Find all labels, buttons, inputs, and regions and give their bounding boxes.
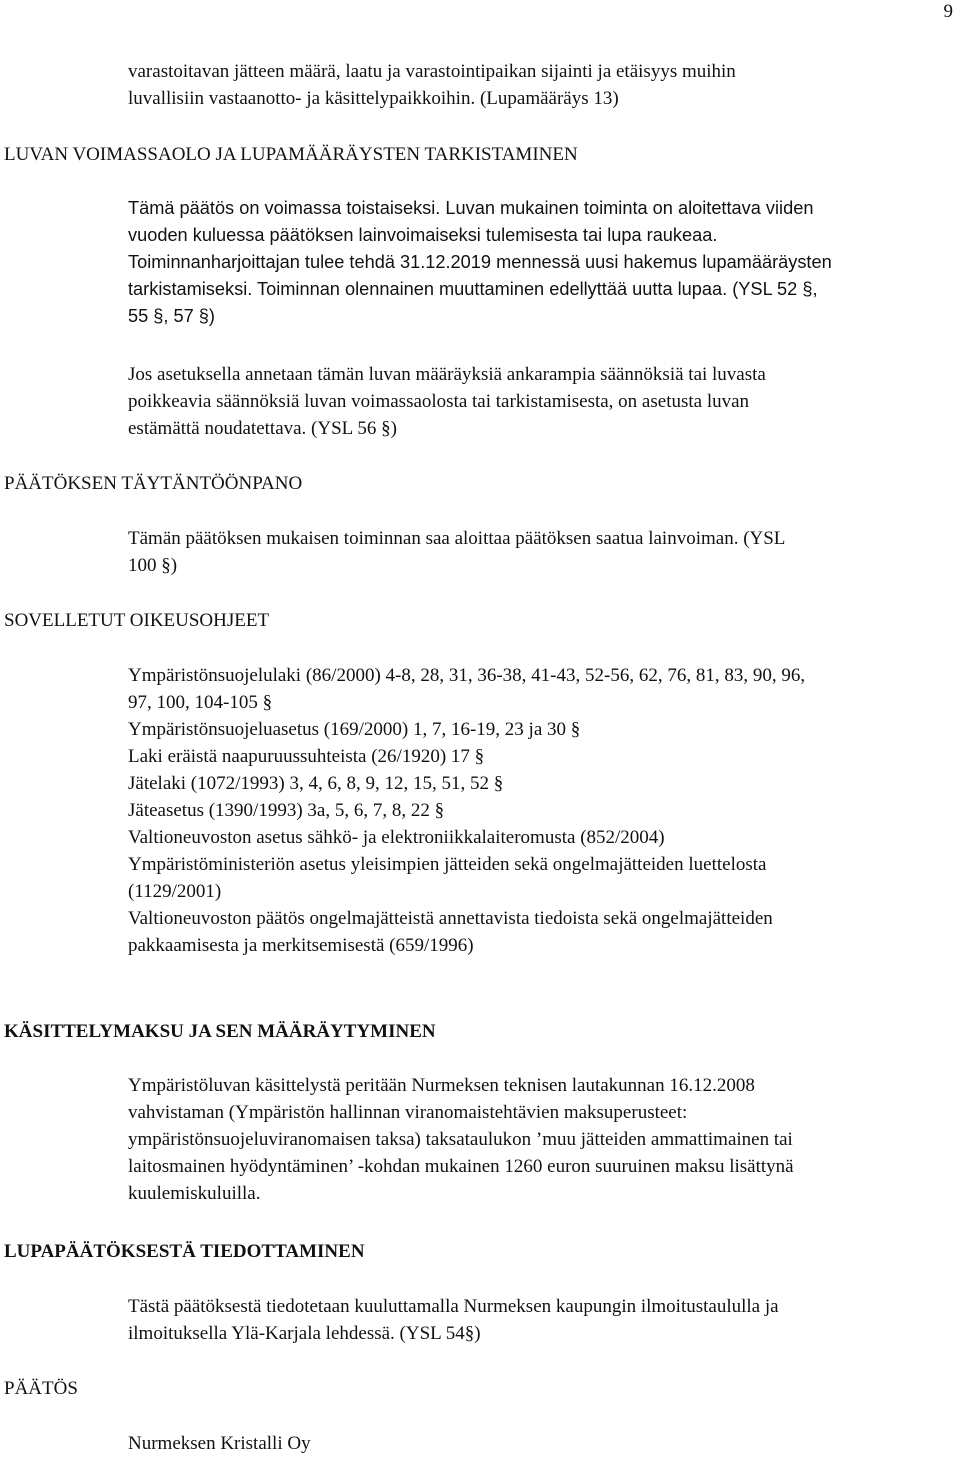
text-line: estämättä noudatettava. (YSL 56 §) (128, 418, 397, 439)
legislation-list (128, 662, 958, 959)
validity-regulation-paragraph (128, 361, 958, 442)
section-heading-fee: KÄSITTELYMAKSU JA SEN MÄÄRÄYTYMINEN (4, 1021, 436, 1042)
text-line: Ympäristöluvan käsittelystä peritään Nurmeksen teknisen lautakunnan 16.12.2008 (128, 1075, 755, 1096)
text-line: Tämä päätös on voimassa toistaiseksi. Luvan mukainen toiminta on aloitettava viiden (128, 198, 814, 218)
list-item: (1129/2001) (128, 881, 222, 902)
text-line: kuulemiskuluilla. (128, 1183, 261, 1204)
list-item: pakkaamisesta ja merkitsemisestä (659/1996) (128, 935, 474, 956)
decision-recipient (128, 1430, 958, 1457)
list-item: Valtioneuvoston päätös ongelmajätteistä annettavista tiedoista sekä ongelmajätteiden (128, 908, 773, 929)
text-line: luvallisiin vastaanotto- ja käsittelypaikkoihin. (Lupamääräys 13) (128, 88, 619, 109)
text-line: ilmoituksella Ylä-Karjala lehdessä. (YSL 54§) (128, 1323, 481, 1344)
section-heading-notice: LUPAPÄÄTÖKSESTÄ TIEDOTTAMINEN (4, 1241, 365, 1262)
text-line: Tästä päätöksestä tiedotetaan kuuluttamalla Nurmeksen kaupungin ilmoitustaululla ja (128, 1296, 779, 1317)
section-heading-legislation: SOVELLETUT OIKEUSOHJEET (4, 610, 270, 631)
list-item: Jäteasetus (1390/1993) 3a, 5, 6, 7, 8, 22 § (128, 800, 445, 821)
text-line: Tämän päätöksen mukaisen toiminnan saa aloittaa päätöksen saatua lainvoiman. (YSL (128, 528, 786, 549)
list-item: Ympäristöministeriön asetus yleisimpien jätteiden sekä ongelmajätteiden luettelosta (128, 854, 767, 875)
enforcement-paragraph (128, 525, 958, 579)
list-item: Valtioneuvoston asetus sähkö- ja elektroniikkalaiteromusta (852/2004) (128, 827, 665, 848)
validity-paragraph (128, 195, 958, 330)
list-item: 97, 100, 104-105 § (128, 692, 273, 713)
section-heading-enforcement: PÄÄTÖKSEN TÄYTÄNTÖÖNPANO (4, 473, 303, 494)
text-line: 55 §, 57 §) (128, 306, 215, 326)
text-line: poikkeavia säännöksiä luvan voimassaolosta tai tarkistamisesta, on asetusta luvan (128, 391, 750, 412)
list-item: Ympäristönsuojeluasetus (169/2000) 1, 7, 16-19, 23 ja 30 § (128, 719, 581, 740)
text-line: 100 §) (128, 555, 178, 576)
text-line: laitosmainen hyödyntäminen’ -kohdan mukainen 1260 euron suuruinen maksu lisättynä (128, 1156, 794, 1177)
list-item: Jätelaki (1072/1993) 3, 4, 6, 8, 9, 12, 15, 51, 52 § (128, 773, 504, 794)
recipient-name: Nurmeksen Kristalli Oy (128, 1433, 311, 1454)
text-line: Toiminnanharjoittajan tulee tehdä 31.12.2019 mennessä uusi hakemus lupamääräysten (128, 252, 832, 272)
section-heading-decision: PÄÄTÖS (4, 1378, 78, 1399)
text-line: vuoden kuluessa päätöksen lainvoimaiseksi tulemisesta tai lupa raukeaa. (128, 225, 718, 245)
notice-paragraph (128, 1293, 958, 1347)
text-line: vahvistaman (Ympäristön hallinnan viranomaistehtävien maksuperusteet: (128, 1102, 688, 1123)
text-line: ympäristönsuojeluviranomaisen taksa) taksataulukon ’muu jätteiden ammattimainen tai (128, 1129, 793, 1150)
text-line: tarkistamiseksi. Toiminnan olennainen muuttaminen edellyttää uutta lupaa. (YSL 52 §, (128, 279, 818, 299)
intro-paragraph (128, 58, 958, 112)
text-line: Jos asetuksella annetaan tämän luvan määräyksiä ankarampia säännöksiä tai luvasta (128, 364, 766, 385)
list-item: Laki eräistä naapuruussuhteista (26/1920) 17 § (128, 746, 485, 767)
section-heading-validity: LUVAN VOIMASSAOLO JA LUPAMÄÄRÄYSTEN TARKISTAMINEN (4, 144, 578, 165)
text-line: varastoitavan jätteen määrä, laatu ja varastointipaikan sijainti ja etäisyys muihin (128, 61, 736, 82)
page-number: 9 (943, 1, 953, 22)
fee-paragraph (128, 1072, 958, 1207)
list-item: Ympäristönsuojelulaki (86/2000) 4-8, 28, 31, 36-38, 41-43, 52-56, 62, 76, 81, 83, 90, 96, (128, 665, 806, 686)
